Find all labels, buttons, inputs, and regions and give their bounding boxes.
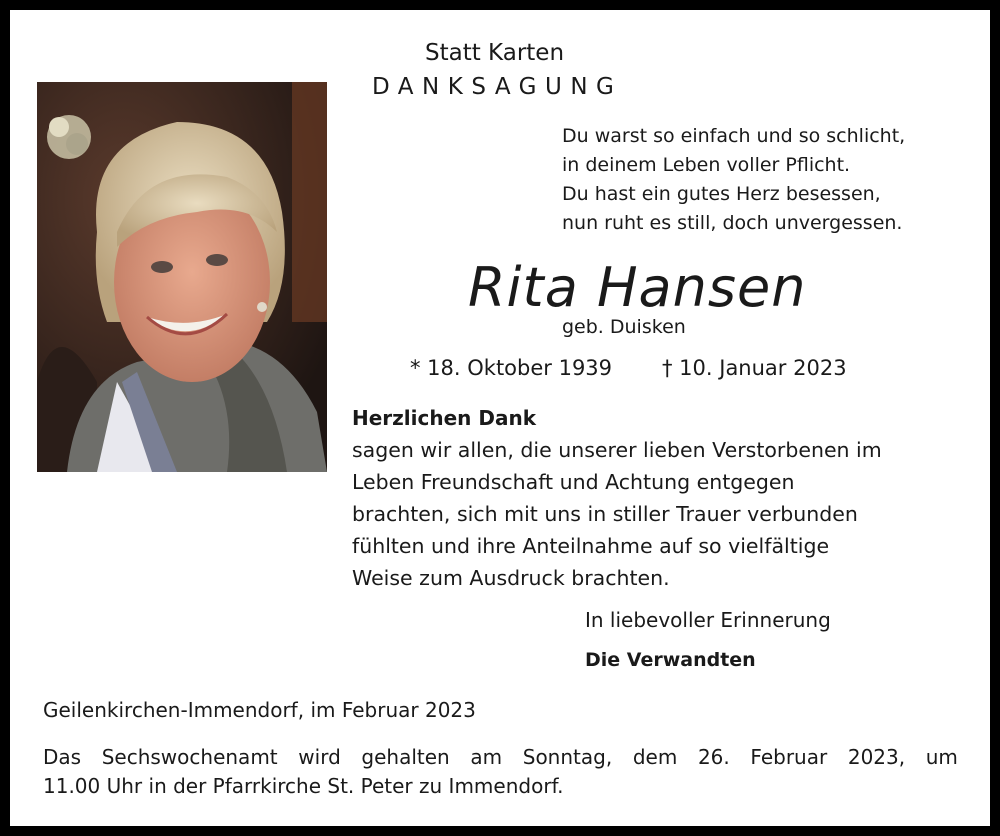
header-danksagung: DANKSAGUNG [372,74,623,100]
thanks-line: sagen wir allen, die unserer lieben Verstorbenen im [352,438,882,462]
obituary-card [10,10,990,826]
deceased-name: Rita Hansen [468,256,807,319]
maiden-name: geb. Duisken [562,316,686,338]
notice-word: Sechswochenamt [101,745,278,769]
memory-line: In liebevoller Erinnerung [585,608,831,632]
thanks-heading: Herzlichen Dank [352,406,537,430]
poem-line: nun ruht es still, doch unvergessen. [562,212,903,234]
birth-date: * 18. Oktober 1939 [410,356,613,380]
notice-word: dem [632,745,678,769]
notice-word: 26. [697,745,730,769]
notice-word: wird [298,745,341,769]
notice-word: gehalten [361,745,450,769]
portrait-photo [37,82,327,472]
mass-notice [43,743,958,801]
thanks-line: Leben Freundschaft und Achtung entgegen [352,470,795,494]
thanks-line: brachten, sich mit uns in stiller Trauer verbunden [352,502,858,526]
notice-word: Das [43,745,82,769]
portrait-illustration [37,82,327,472]
notice-word: 2023, [847,745,906,769]
poem [562,122,905,238]
poem-line: Du hast ein gutes Herz besessen, [562,183,881,205]
poem-line: Du warst so einfach und so schlicht, [562,125,906,147]
thanks-line: Weise zum Ausdruck brachten. [352,566,670,590]
place-date: Geilenkirchen-Immendorf, im Februar 2023 [43,698,476,722]
notice-word: Sonntag, [522,745,613,769]
family-signature: Die Verwandten [585,649,756,671]
notice-line-2: 11.00 Uhr in der Pfarrkirche St. Peter zu Immendorf. [43,774,564,798]
notice-line-1 [43,743,958,772]
thanks-text [352,434,882,594]
death-date: † 10. Januar 2023 [662,356,847,380]
thanks-line: fühlten und ihre Anteilnahme auf so vielfältige [352,534,830,558]
notice-word: um [925,745,958,769]
notice-word: am [470,745,503,769]
poem-line: in deinem Leben voller Pflicht. [562,154,851,176]
notice-word: Februar [750,745,828,769]
header-statt-karten: Statt Karten [425,40,565,66]
